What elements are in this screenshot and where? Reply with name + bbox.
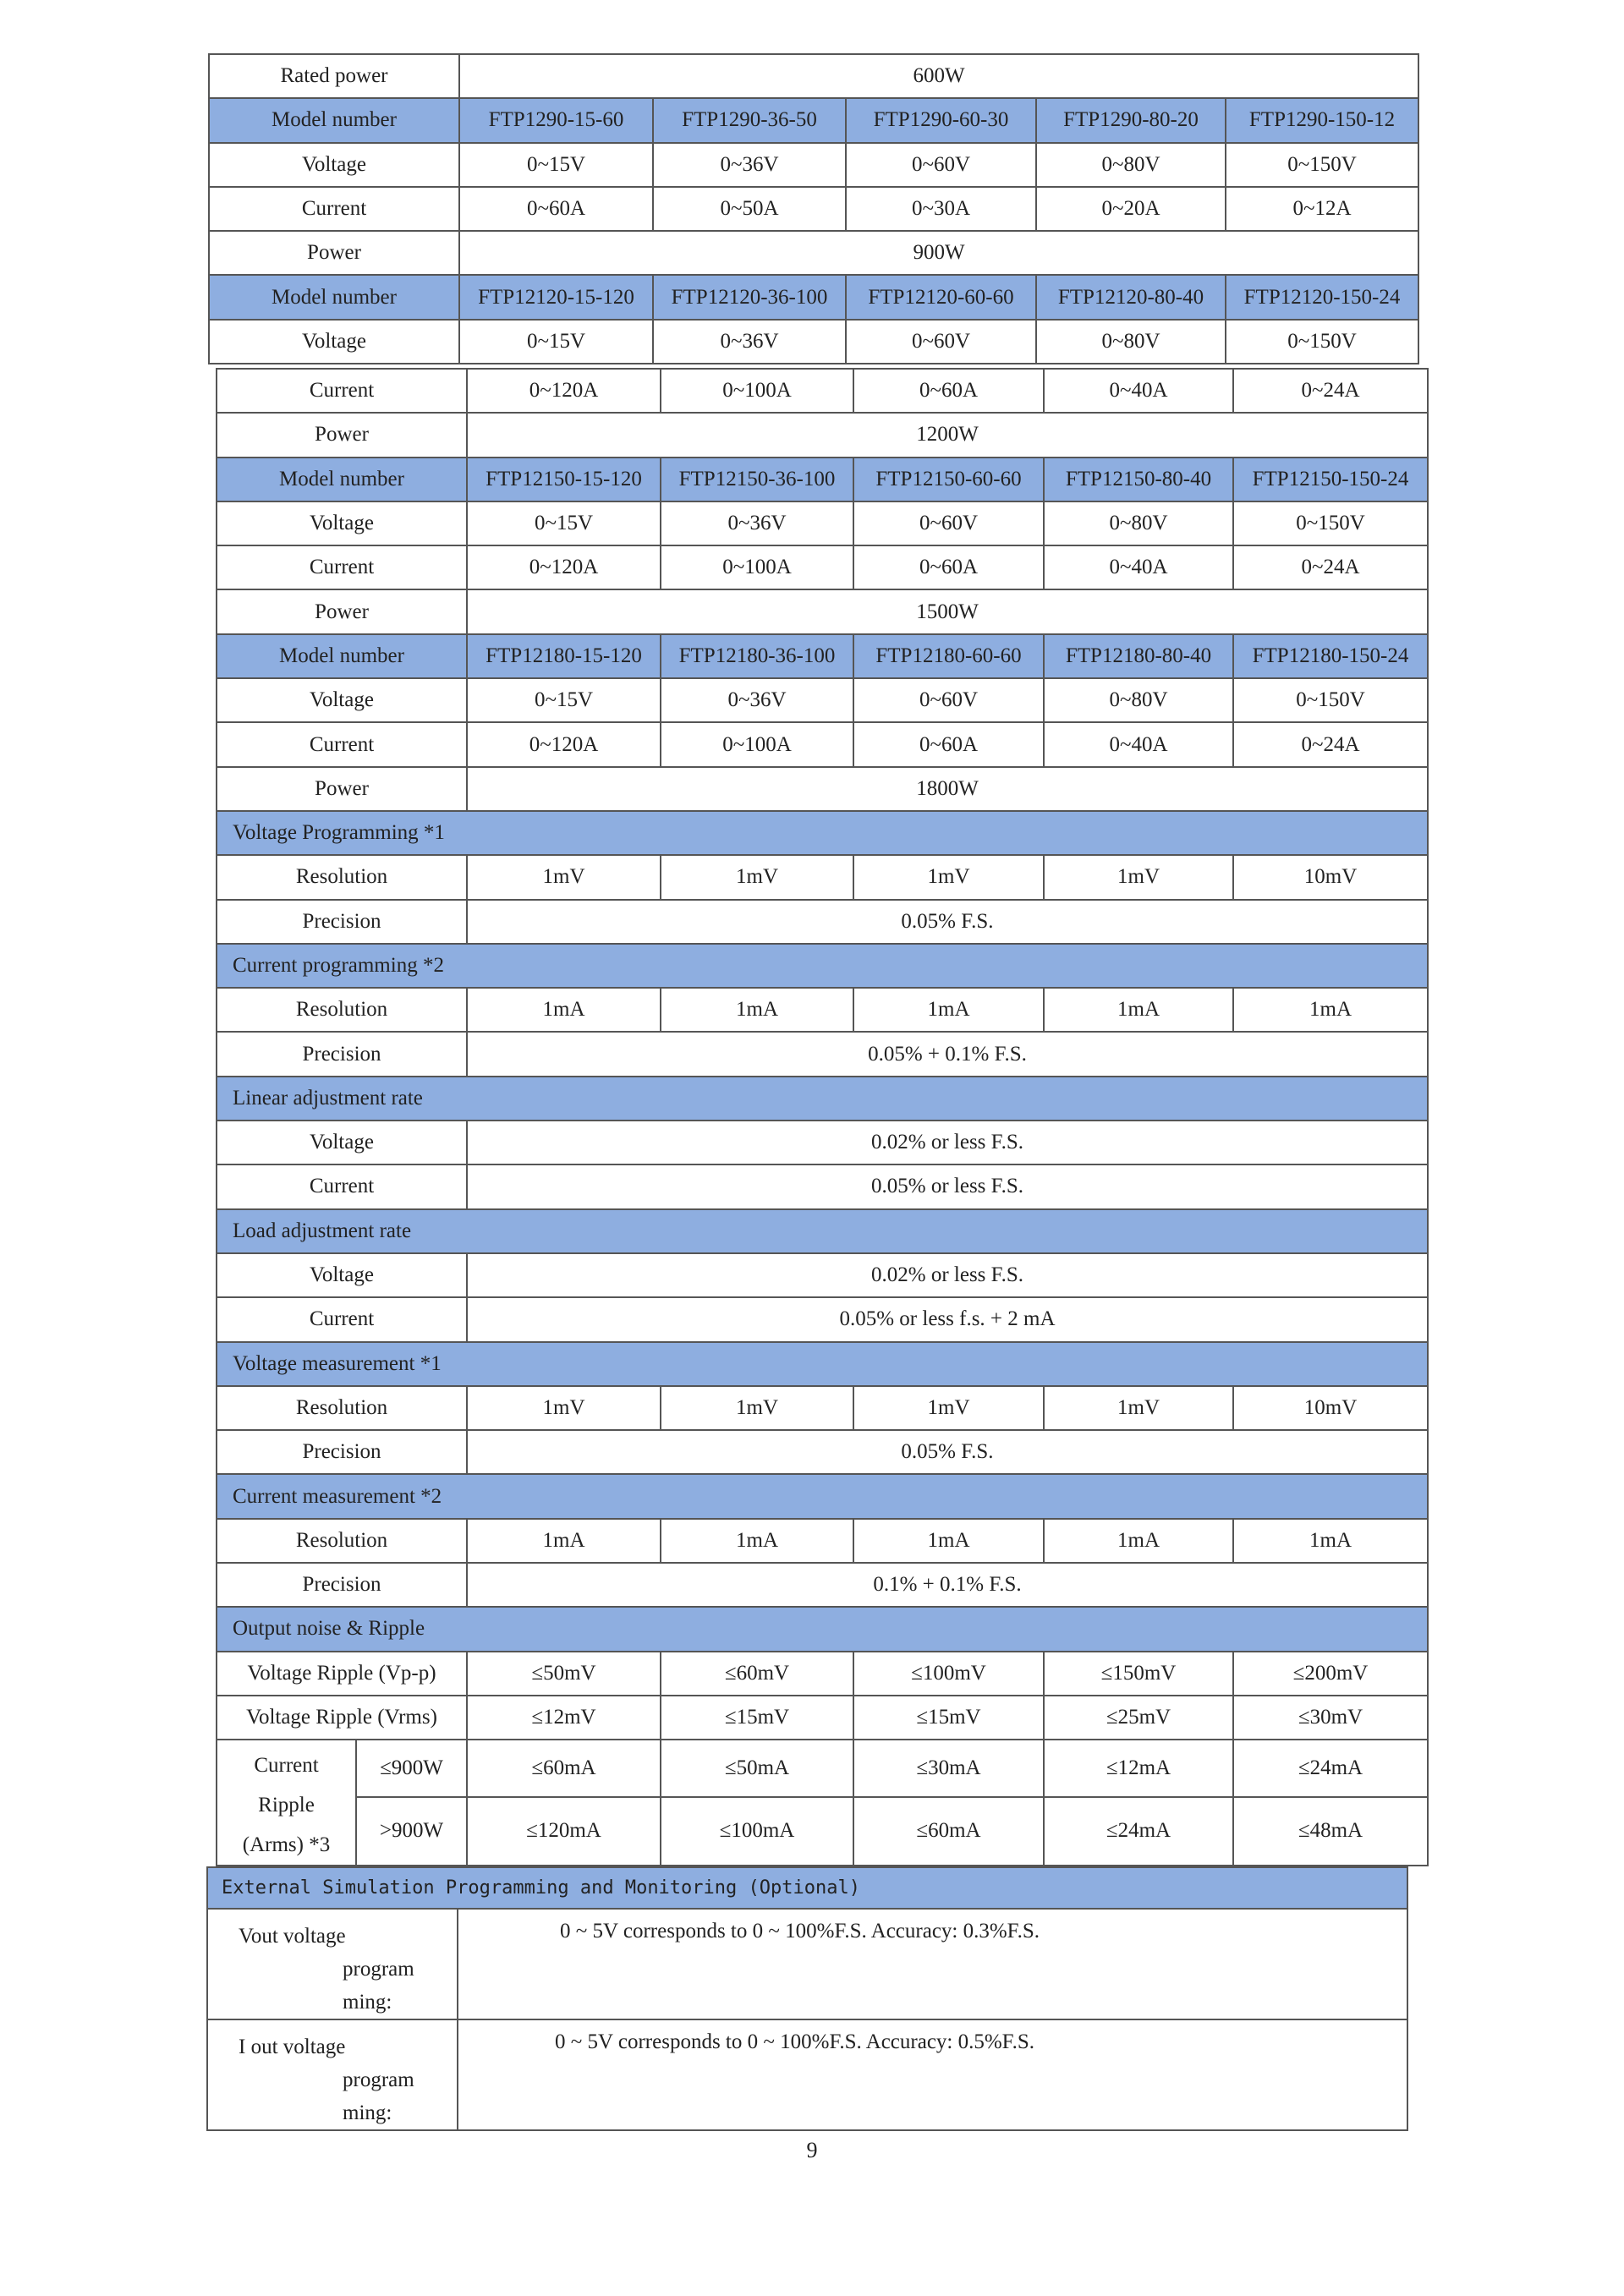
power-label: Power — [209, 231, 459, 275]
ripple-condition: >900W — [356, 1797, 467, 1866]
section-row — [217, 944, 1428, 988]
spec-cell: 0~24A — [1233, 369, 1428, 413]
voltage-label: Voltage — [217, 1121, 467, 1164]
spec-cell: 0~120A — [467, 545, 661, 589]
label-line: I out voltage — [239, 2036, 346, 2058]
spec-value: 0.1% + 0.1% F.S. — [467, 1563, 1428, 1607]
spec-cell: ≤200mV — [1233, 1652, 1428, 1696]
current-ripple-row — [217, 1740, 1428, 1797]
label-line: (Arms) *3 — [242, 1833, 331, 1857]
model-number-cell: FTP12120-15-120 — [459, 275, 653, 319]
current-ripple-row — [217, 1797, 1428, 1866]
spec-row — [217, 1386, 1428, 1430]
voltage-label: Voltage — [217, 678, 467, 722]
voltage-label: Voltage — [217, 1253, 467, 1297]
voltage-ripple-vrms-label: Voltage Ripple (Vrms) — [217, 1696, 467, 1740]
spec-value: 1500W — [467, 589, 1428, 633]
spec-cell: 1mV — [1044, 1386, 1233, 1430]
section-row — [217, 1607, 1428, 1651]
spec-cell: 0~24A — [1233, 545, 1428, 589]
model-number-cell: FTP12180-60-60 — [853, 634, 1044, 678]
spec-cell: ≤50mV — [467, 1652, 661, 1696]
spec-cell: ≤60mA — [467, 1740, 661, 1797]
precision-label: Precision — [217, 1563, 467, 1607]
spec-row — [217, 501, 1428, 545]
label-line: program — [343, 1958, 414, 1981]
power-label: Power — [217, 589, 467, 633]
model-number-cell: FTP12150-15-120 — [467, 458, 661, 501]
model-number-cell: FTP1290-36-50 — [653, 98, 846, 142]
spec-cell: 0~36V — [653, 320, 846, 364]
spec-cell: 0~120A — [467, 369, 661, 413]
spec-cell: 1mV — [467, 1386, 661, 1430]
spec-cell: 0~60A — [853, 722, 1044, 766]
spec-cell: 0~80V — [1036, 143, 1226, 187]
model-number-label: Model number — [209, 98, 459, 142]
external-programming-title: External Simulation Programming and Monitoring (Optional) — [207, 1867, 1407, 1909]
spec-cell: 0~150V — [1233, 501, 1428, 545]
spec-value: 0.05% F.S. — [467, 900, 1428, 944]
spec-row — [209, 143, 1418, 187]
spec-cell: 0~15V — [467, 501, 661, 545]
voltage-label: Voltage — [209, 320, 459, 364]
spec-cell: 1mA — [467, 1519, 661, 1563]
spec-row — [217, 988, 1428, 1032]
spec-value: 0.05% or less f.s. + 2 mA — [467, 1297, 1428, 1341]
spec-row — [209, 54, 1418, 98]
vout-programming-value: 0 ~ 5V corresponds to 0 ~ 100%F.S. Accuracy: 0.3%F.S. — [458, 1909, 1407, 2019]
spec-row — [209, 98, 1418, 142]
voltage-label: Voltage — [209, 143, 459, 187]
spec-cell: 0~40A — [1044, 545, 1233, 589]
spec-cell: 1mV — [853, 1386, 1044, 1430]
spec-cell: 1mA — [661, 988, 853, 1032]
spec-cell: 0~24A — [1233, 722, 1428, 766]
current-label: Current — [217, 369, 467, 413]
model-number-cell: FTP12180-80-40 — [1044, 634, 1233, 678]
spec-cell: 0~60A — [459, 187, 653, 231]
spec-cell: 0~150V — [1226, 143, 1418, 187]
spec-row — [217, 589, 1428, 633]
spec-cell: ≤120mA — [467, 1797, 661, 1866]
model-number-cell: FTP12150-60-60 — [853, 458, 1044, 501]
section-row — [217, 1209, 1428, 1253]
rated-power-label: Rated power — [209, 54, 459, 98]
spec-cell: ≤100mA — [661, 1797, 853, 1866]
label-line: Vout voltage — [239, 1925, 346, 1948]
spec-row — [217, 722, 1428, 766]
spec-table-main — [216, 368, 1429, 1866]
section-row — [217, 1342, 1428, 1386]
current-label: Current — [217, 1164, 467, 1208]
spec-cell: 1mA — [1233, 1519, 1428, 1563]
section-title: Linear adjustment rate — [217, 1077, 1428, 1121]
spec-cell: ≤30mV — [1233, 1696, 1428, 1740]
model-number-label: Model number — [217, 458, 467, 501]
section-row — [217, 1077, 1428, 1121]
label-line: program — [343, 2069, 414, 2091]
model-number-cell: FTP12180-15-120 — [467, 634, 661, 678]
spec-cell: 1mA — [1044, 988, 1233, 1032]
spec-cell: 1mA — [1044, 1519, 1233, 1563]
spec-table-top — [208, 53, 1419, 364]
spec-cell: 0~120A — [467, 722, 661, 766]
spec-cell: ≤24mA — [1233, 1740, 1428, 1797]
spec-cell: 1mV — [1044, 855, 1233, 899]
spec-row — [217, 1121, 1428, 1164]
model-number-cell: FTP12120-80-40 — [1036, 275, 1226, 319]
spec-cell: 0~60V — [846, 320, 1036, 364]
spec-cell: 0~80V — [1036, 320, 1226, 364]
power-label: Power — [217, 413, 467, 457]
spec-cell: 0~20A — [1036, 187, 1226, 231]
current-label: Current — [217, 722, 467, 766]
spec-cell: 1mV — [467, 855, 661, 899]
spec-cell: 0~15V — [467, 678, 661, 722]
spec-row — [217, 458, 1428, 501]
spec-cell: 0~30A — [846, 187, 1036, 231]
model-number-cell: FTP12120-36-100 — [653, 275, 846, 319]
spec-cell: 0~12A — [1226, 187, 1418, 231]
spec-cell: 0~36V — [661, 501, 853, 545]
spec-row — [217, 1563, 1428, 1607]
model-number-cell: FTP1290-150-12 — [1226, 98, 1418, 142]
spec-cell: 0~60V — [853, 501, 1044, 545]
spec-cell: ≤100mV — [853, 1652, 1044, 1696]
spec-value: 600W — [459, 54, 1418, 98]
spec-cell: ≤12mV — [467, 1696, 661, 1740]
precision-label: Precision — [217, 1032, 467, 1076]
spec-value: 1200W — [467, 413, 1428, 457]
spec-cell: 1mV — [661, 1386, 853, 1430]
spec-value: 1800W — [467, 767, 1428, 811]
model-number-cell: FTP12150-36-100 — [661, 458, 853, 501]
ripple-condition: ≤900W — [356, 1740, 467, 1797]
resolution-label: Resolution — [217, 1386, 467, 1430]
spec-cell: ≤150mV — [1044, 1652, 1233, 1696]
spec-cell: 0~50A — [653, 187, 846, 231]
voltage-label: Voltage — [217, 501, 467, 545]
current-label: Current — [209, 187, 459, 231]
spec-cell: 0~60V — [853, 678, 1044, 722]
label-line: ming: — [343, 2101, 392, 2124]
spec-cell: ≤15mV — [661, 1696, 853, 1740]
precision-label: Precision — [217, 900, 467, 944]
model-number-cell: FTP1290-60-30 — [846, 98, 1036, 142]
spec-cell: 0~150V — [1233, 678, 1428, 722]
spec-cell: 10mV — [1233, 1386, 1428, 1430]
spec-row — [217, 413, 1428, 457]
spec-cell: ≤12mA — [1044, 1740, 1233, 1797]
resolution-label: Resolution — [217, 1519, 467, 1563]
spec-row — [217, 1253, 1428, 1297]
section-title: Current programming *2 — [217, 944, 1428, 988]
spec-row — [209, 320, 1418, 364]
spec-cell: 0~80V — [1044, 678, 1233, 722]
section-title: Output noise & Ripple — [217, 1607, 1428, 1651]
spec-cell: 0~100A — [661, 369, 853, 413]
model-number-label: Model number — [209, 275, 459, 319]
resolution-label: Resolution — [217, 855, 467, 899]
spec-cell: ≤48mA — [1233, 1797, 1428, 1866]
spec-cell: ≤60mA — [853, 1797, 1044, 1866]
spec-value: 0.02% or less F.S. — [467, 1253, 1428, 1297]
spec-row — [217, 678, 1428, 722]
spec-cell: ≤24mA — [1044, 1797, 1233, 1866]
spec-cell: 1mA — [1233, 988, 1428, 1032]
spec-cell: 0~100A — [661, 722, 853, 766]
label-line: Ripple — [258, 1794, 315, 1817]
precision-label: Precision — [217, 1430, 467, 1474]
current-label: Current — [217, 545, 467, 589]
spec-cell: 1mV — [661, 855, 853, 899]
model-number-cell: FTP12120-150-24 — [1226, 275, 1418, 319]
spec-row — [217, 900, 1428, 944]
vout-programming-label — [207, 1909, 458, 2019]
spec-cell: 0~40A — [1044, 369, 1233, 413]
spec-row — [209, 275, 1418, 319]
spec-cell: 1mA — [467, 988, 661, 1032]
spec-row — [217, 634, 1428, 678]
page-number: 9 — [806, 2138, 818, 2162]
model-number-cell: FTP12150-80-40 — [1044, 458, 1233, 501]
section-title: Voltage measurement *1 — [217, 1342, 1428, 1386]
spec-row — [217, 1652, 1428, 1696]
spec-cell: 1mA — [661, 1519, 853, 1563]
spec-cell: 0~36V — [661, 678, 853, 722]
spec-cell: 0~36V — [653, 143, 846, 187]
section-title: Current measurement *2 — [217, 1474, 1428, 1518]
spec-cell: ≤60mV — [661, 1652, 853, 1696]
spec-row — [209, 187, 1418, 231]
model-number-cell: FTP12150-150-24 — [1233, 458, 1428, 501]
spec-cell: 10mV — [1233, 855, 1428, 899]
spec-row — [217, 545, 1428, 589]
spec-value: 0.05% + 0.1% F.S. — [467, 1032, 1428, 1076]
resolution-label: Resolution — [217, 988, 467, 1032]
spec-value: 900W — [459, 231, 1418, 275]
model-number-cell: FTP12180-150-24 — [1233, 634, 1428, 678]
spec-row — [217, 767, 1428, 811]
spec-cell: 0~80V — [1044, 501, 1233, 545]
spec-cell: ≤30mA — [853, 1740, 1044, 1797]
model-number-label: Model number — [217, 634, 467, 678]
spec-row — [217, 1430, 1428, 1474]
current-ripple-label — [217, 1740, 356, 1866]
current-label: Current — [217, 1297, 467, 1341]
spec-row — [217, 855, 1428, 899]
model-number-cell: FTP1290-80-20 — [1036, 98, 1226, 142]
spec-row — [217, 1297, 1428, 1341]
section-title: Voltage Programming *1 — [217, 811, 1428, 855]
spec-value: 0.02% or less F.S. — [467, 1121, 1428, 1164]
spec-cell: ≤15mV — [853, 1696, 1044, 1740]
section-title: Load adjustment rate — [217, 1209, 1428, 1253]
spec-cell: 0~60A — [853, 545, 1044, 589]
spec-cell: 1mA — [853, 1519, 1044, 1563]
model-number-cell: FTP1290-15-60 — [459, 98, 653, 142]
power-label: Power — [217, 767, 467, 811]
model-number-cell: FTP12120-60-60 — [846, 275, 1036, 319]
spec-cell: 0~150V — [1226, 320, 1418, 364]
spec-row — [217, 1032, 1428, 1076]
label-line: Current — [254, 1754, 319, 1778]
spec-row — [217, 1519, 1428, 1563]
spec-cell: 0~60V — [846, 143, 1036, 187]
spec-cell: 0~15V — [459, 143, 653, 187]
section-row — [217, 1474, 1428, 1518]
spec-row — [217, 1164, 1428, 1208]
spec-row — [209, 231, 1418, 275]
section-row — [217, 811, 1428, 855]
spec-cell: 0~40A — [1044, 722, 1233, 766]
spec-cell: 0~60A — [853, 369, 1044, 413]
spec-cell: 1mV — [853, 855, 1044, 899]
spec-value: 0.05% F.S. — [467, 1430, 1428, 1474]
spec-cell: 0~100A — [661, 545, 853, 589]
spec-cell: 0~15V — [459, 320, 653, 364]
model-number-cell: FTP12180-36-100 — [661, 634, 853, 678]
voltage-ripple-vp-p-label: Voltage Ripple (Vp-p) — [217, 1652, 467, 1696]
iout-programming-label — [207, 2019, 458, 2130]
spec-cell: 1mA — [853, 988, 1044, 1032]
label-line: ming: — [343, 1991, 392, 2014]
spec-row — [217, 369, 1428, 413]
external-programming-table — [206, 1866, 1408, 2131]
spec-value: 0.05% or less F.S. — [467, 1164, 1428, 1208]
spec-cell: ≤50mA — [661, 1740, 853, 1797]
spec-cell: ≤25mV — [1044, 1696, 1233, 1740]
iout-programming-value: 0 ~ 5V corresponds to 0 ~ 100%F.S. Accuracy: 0.5%F.S. — [458, 2019, 1407, 2130]
spec-row — [217, 1696, 1428, 1740]
